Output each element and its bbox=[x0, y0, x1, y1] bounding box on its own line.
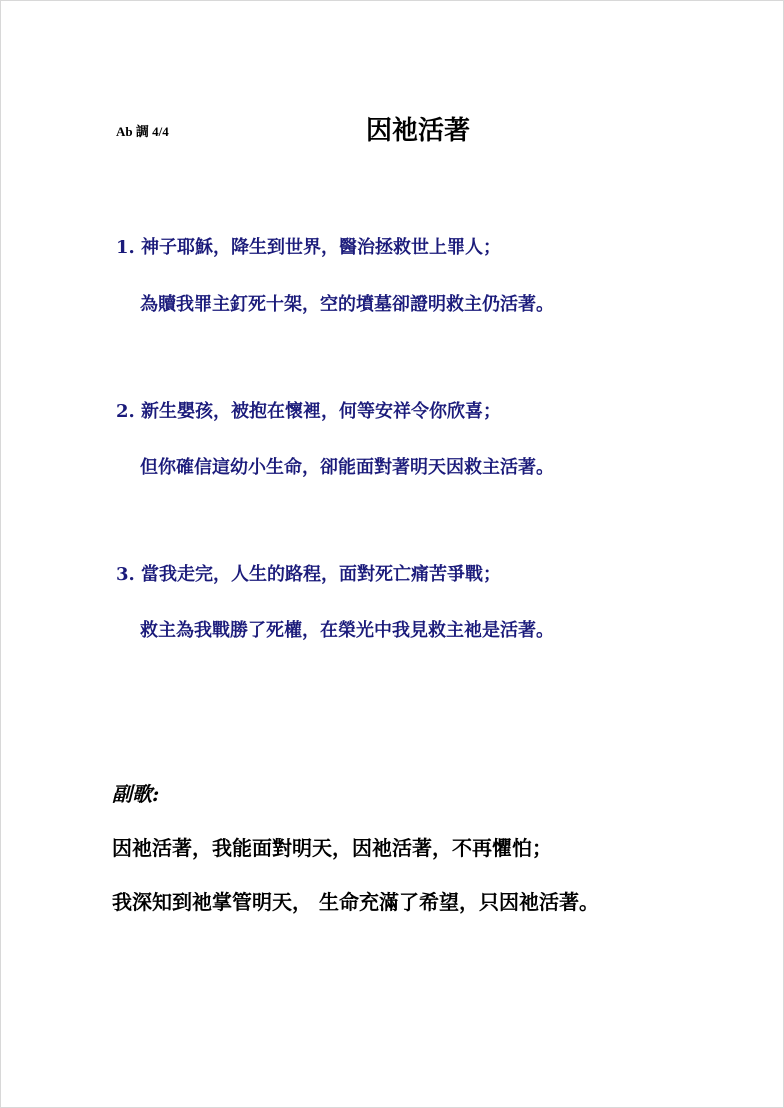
verse-2-line-2: 但你確信這幼小生命，卻能面對著明天因救主活著。 bbox=[140, 457, 554, 478]
verse-1-line-1: 1. 神子耶穌，降生到世界，醫治拯救世上罪人； bbox=[116, 237, 502, 258]
chorus-label: 副歌: bbox=[112, 782, 160, 806]
chorus-line-1: 因祂活著，我能面對明天，因祂活著，不再懼怕； bbox=[112, 836, 552, 860]
song-key-time-signature: Ab 調 4/4 bbox=[116, 124, 169, 139]
verse-1-line-2: 為贖我罪主釘死十架，空的墳墓卻證明救主仍活著。 bbox=[140, 294, 554, 315]
verse-2-line-1: 2. 新生嬰孩，被抱在懷裡，何等安祥令你欣喜； bbox=[116, 401, 502, 422]
chorus-line-2: 我深知到祂掌管明天， 生命充滿了希望，只因祂活著。 bbox=[112, 890, 599, 914]
song-title: 因祂活著 bbox=[366, 116, 471, 146]
verse-3-line-2: 救主為我戰勝了死權，在榮光中我見救主祂是活著。 bbox=[140, 620, 554, 641]
verse-3-line-1: 3. 當我走完，人生的路程，面對死亡痛苦爭戰； bbox=[116, 564, 502, 585]
